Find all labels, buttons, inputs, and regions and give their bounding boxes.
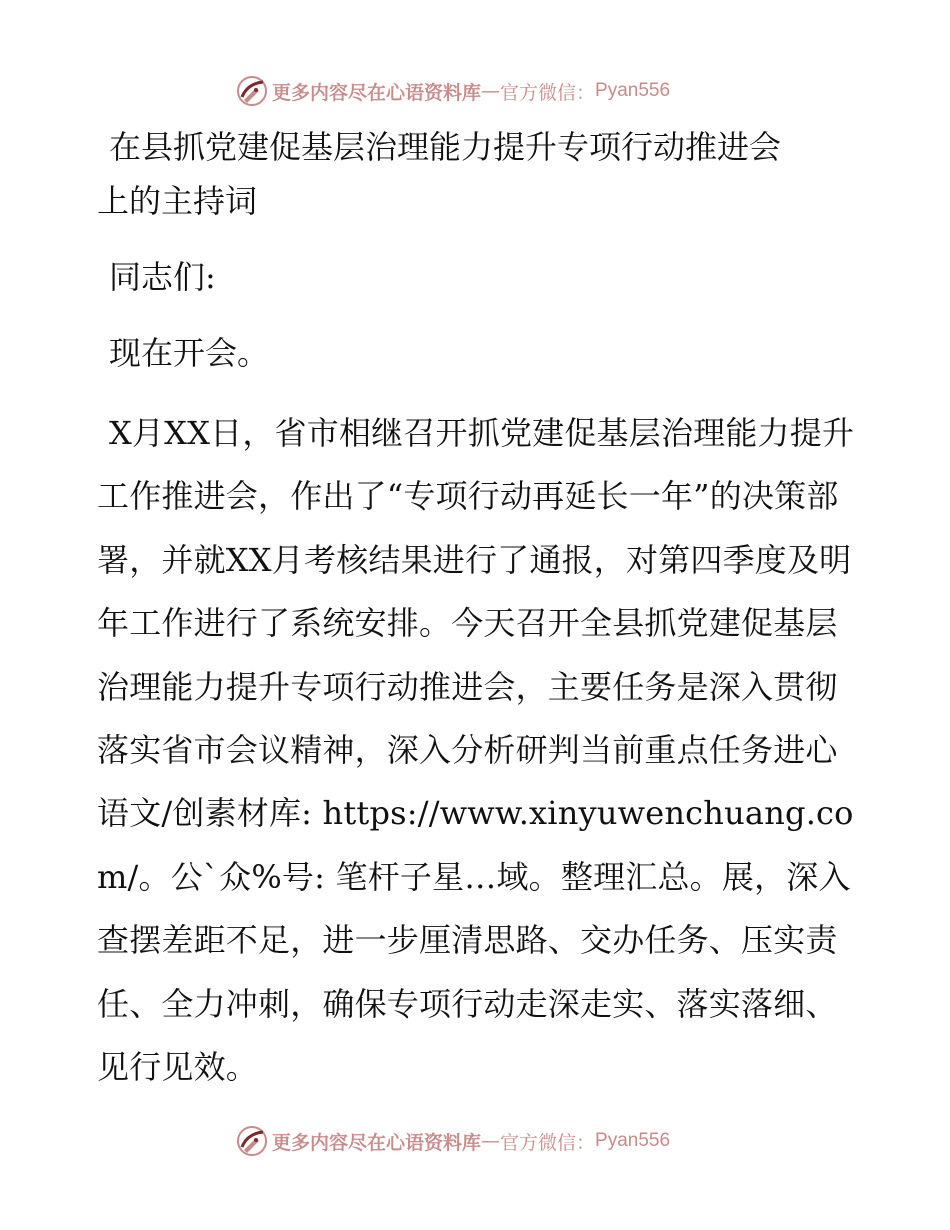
body-paragraph: X月XX日，省市相继召开抓党建促基层治理能力提升工作推进会，作出了“专项行动再延长一年”的决策部署，并就XX月考核结果进行了通报，对第四季度及明年工作进行了系统安排。今天召开全县抓党建促基层治理能力提升专项行动推进会，主要任务是深入贯彻落实省市会议精神，深入分析研判当前重点任务进心语文/创素材库: https://www.xinyuwenchuang.com/。公`众%号: 笔杆子星…域。整理汇总。展，深入查摆差距不足，进一步厘清思路、交办任务、压实责任、全力冲刺，确保专项行动走深走实、落实落细、见行见效。 [97, 414, 855, 1087]
salutation: 同志们: [109, 258, 216, 296]
pen-logo-icon [236, 1125, 268, 1157]
watermark-wechat-id: Pyan556 [595, 1130, 671, 1151]
title-line-1: 在县抓党建促基层治理能力提升专项行动推进会 [109, 128, 782, 166]
watermark-brand-text: 更多内容尽在心语资料库 [272, 81, 482, 104]
watermark-separator: — [481, 80, 501, 102]
watermark-wechat-id: Pyan556 [595, 80, 671, 101]
watermark-wechat-label: 官方微信： [500, 1131, 596, 1154]
document-title [97, 120, 857, 228]
watermark-brand-text: 更多内容尽在心语资料库 [272, 1131, 482, 1154]
watermark-wechat-label: 官方微信： [500, 81, 596, 104]
footer-watermark [236, 1124, 670, 1158]
opening-line: 现在开会。 [109, 334, 270, 372]
header-watermark [236, 74, 670, 108]
watermark-separator: — [481, 1130, 501, 1152]
pen-logo-icon [236, 75, 268, 107]
document-body [97, 120, 857, 1099]
title-line-2: 上的主持词 [97, 182, 258, 220]
